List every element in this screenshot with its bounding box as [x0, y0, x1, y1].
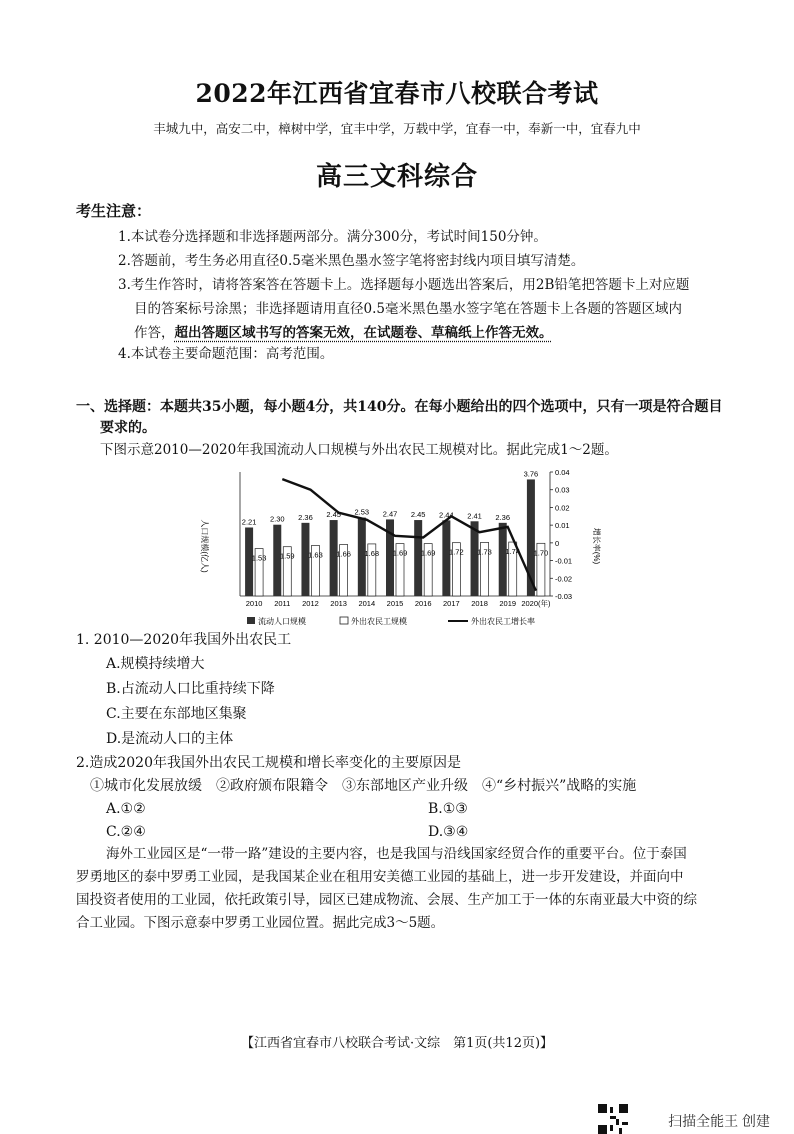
legend-swatch-migrant: [340, 617, 348, 624]
x-tick-label: 2012: [302, 599, 319, 608]
passage-line-1: 海外工业园区是“一带一路”建设的主要内容，也是我国与沿线国家经贸合作的重要平台。位于泰国: [106, 846, 687, 862]
chart-ylabel: 人口规模(亿人): [200, 519, 209, 573]
legend-flow: 流动人口规模: [258, 617, 306, 626]
bar-flow-label: 2.36: [495, 512, 511, 522]
notice-item-3-end: [134, 324, 764, 342]
section-heading-line2: 要求的。: [100, 420, 156, 436]
y2-tick-label: -0.02: [555, 574, 573, 584]
x-tick-label: 2018: [471, 599, 488, 608]
x-tick-label: 2015: [386, 599, 404, 608]
x-tick-label: 2017: [443, 599, 460, 608]
chart-y2label: 增长率(%): [592, 527, 601, 565]
exam-title: 2022年江西省宜春市八校联合考试: [195, 79, 599, 108]
notice-item-3-cont: 目的答案标号涂黑；非选择题请用直径0.5毫米黑色墨水签字笔在答题卡上各题的答题区域内: [134, 301, 682, 317]
q2-option-d: D.③④: [428, 824, 469, 840]
y2-tick-label: 0: [555, 538, 560, 548]
y2-tick-label: -0.03: [555, 592, 573, 601]
bar-flow-population: [499, 523, 507, 596]
notice-item-2: 2.答题前，考生务必用直径0.5毫米黑色墨水签字笔将密封线内项目填写清楚。: [118, 253, 585, 269]
notice-item-3: 3.考生作答时，请将答案答在答题卡上。选择题每小题选出答案后，用2B铅笔把答题卡上对应题: [118, 277, 690, 293]
bar-flow-label: 2.30: [269, 514, 285, 524]
legend-migrant: 外出农民工规模: [351, 617, 407, 626]
bar-flow-label: 2.44: [439, 510, 454, 520]
q2-items: ①城市化发展放缓 ②政府颁布限籍令 ③东部地区产业升级 ④“乡村振兴”战略的实施: [90, 778, 637, 794]
bar-migrant-label: 1.68: [364, 548, 380, 558]
q2-option-a: A.①②: [106, 801, 146, 817]
x-tick-label: 2016: [414, 599, 432, 608]
bar-flow-label: 2.41: [467, 511, 482, 521]
x-tick-label: 2013: [330, 599, 347, 608]
bar-migrant-label: 1.70: [533, 548, 549, 558]
q2-option-c: C.②④: [106, 824, 146, 840]
q1-option-a: A.规模持续增大: [106, 656, 205, 672]
population-chart: [190, 462, 600, 632]
bar-flow-label: 3.76: [523, 469, 539, 479]
bar-flow-label: 2.45: [326, 510, 341, 520]
notice-emphasis: 超出答题区域书写的答案无效，在试题卷、草稿纸上作答无效。: [174, 325, 553, 341]
bar-migrant-label: 1.59: [279, 551, 295, 561]
legend-growth: 外出农民工增长率: [471, 617, 535, 626]
bar-flow-label: 2.45: [410, 510, 426, 520]
bar-migrant-label: 1.74: [505, 547, 521, 557]
y2-tick-label: 0.01: [555, 521, 570, 531]
bar-flow-label: 2.36: [298, 512, 313, 522]
bar-migrant-label: 1.73: [477, 547, 492, 557]
passage-line-3: 国投资者使用的工业园，依托政策引导，园区已建成物流、会展、生产加工于一体的东南亚最大中资的综: [76, 892, 697, 908]
x-tick-label: 2010: [245, 599, 263, 608]
legend-swatch-flow: [247, 617, 255, 624]
notice-item-4: 4.本试卷主要命题范围：高考范围。: [118, 346, 334, 362]
q1-stem: 1. 2010—2020年我国外出农民工: [76, 632, 292, 648]
bar-migrant-label: 1.69: [420, 548, 436, 558]
bar-flow-population: [442, 520, 450, 596]
qr-code-icon: [598, 1104, 628, 1134]
growth-rate-line: [279, 479, 536, 591]
notice-item-3-prefix: 作答，: [134, 325, 175, 341]
y2-tick-label: -0.01: [555, 556, 573, 566]
bar-flow-label: 2.21: [241, 517, 257, 527]
q1-option-d: D.是流动人口的主体: [106, 731, 234, 747]
passage-line-2: 罗勇地区的泰中罗勇工业园，是我国某企业在租用安美德工业园的基础上，进一步开发建设，并面向中: [76, 869, 684, 885]
chart-intro: 下图示意2010—2020年我国流动人口规模与外出农民工规模对比。据此完成1～2题。: [100, 442, 618, 458]
q2-option-b: B.①③: [428, 801, 468, 817]
x-tick-label: 2020(年): [521, 599, 551, 608]
y2-tick-label: 0.02: [555, 503, 570, 513]
section-heading: [76, 397, 746, 439]
y2-tick-label: 0.03: [555, 485, 570, 495]
x-tick-label: 2014: [358, 599, 376, 608]
scanner-watermark: 扫描全能王 创建: [668, 1113, 770, 1129]
school-list: 丰城九中，高安二中，樟树中学，宜丰中学，万载中学，宜春一中，奉新一中，宜春九中: [153, 121, 641, 136]
bar-migrant-label: 1.69: [392, 548, 408, 558]
bar-migrant-label: 1.72: [449, 547, 464, 557]
page-footer: 【江西省宜春市八校联合考试·文综 第1页(共12页)】: [240, 1036, 554, 1051]
bar-flow-population: [414, 520, 422, 596]
x-tick-label: 2011: [274, 599, 291, 608]
bar-migrant-label: 1.66: [336, 549, 351, 559]
q1-option-b: B.占流动人口比重持续下降: [106, 681, 275, 697]
section-heading-line1: 一、选择题：本题共35小题，每小题4分，共140分。在每小题给出的四个选项中，只有一项是符合题目: [76, 399, 723, 415]
x-tick-label: 2019: [499, 599, 517, 608]
y2-tick-label: 0.04: [555, 468, 570, 477]
q1-option-c: C.主要在东部地区集聚: [106, 706, 247, 722]
notice-item-1: 1.本试卷分选择题和非选择题两部分。满分300分，考试时间150分钟。: [118, 229, 547, 245]
passage-line-4: 合工业园。下图示意泰中罗勇工业园位置。据此完成3～5题。: [76, 915, 445, 931]
bar-migrant-label: 1.53: [251, 553, 267, 563]
q2-stem: 2.造成2020年我国外出农民工规模和增长率变化的主要原因是: [76, 755, 461, 771]
bar-flow-population: [471, 521, 479, 596]
bar-migrant-label: 1.63: [308, 550, 323, 560]
bar-flow-label: 2.53: [354, 507, 370, 517]
notice-heading: 考生注意：: [76, 202, 152, 220]
bar-flow-label: 2.47: [382, 509, 398, 519]
chart-legend: [247, 616, 535, 626]
subject-title: 高三文科综合: [315, 162, 478, 192]
